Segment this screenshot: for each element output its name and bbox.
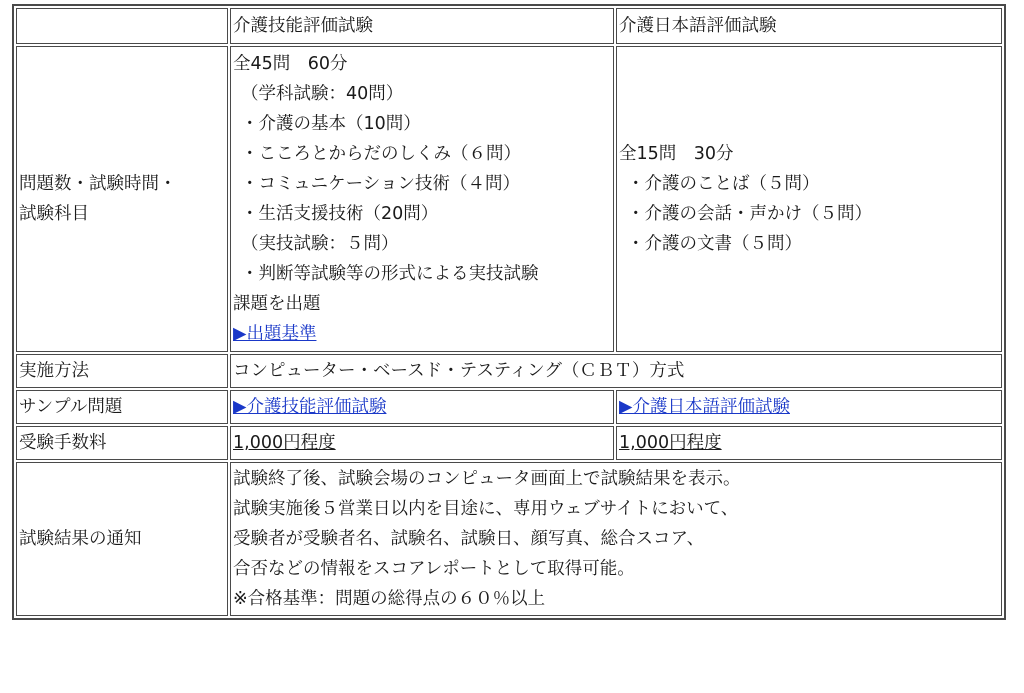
japanese-line: ・介護の文書（５問） [627,234,802,254]
skills-line: ・こころとからだのしくみ（６問） [241,144,521,164]
sample-japanese-link[interactable]: ▶介護日本語評価試験 [619,397,790,417]
skills-line: ・コミュニケーション技術（４問） [241,174,520,194]
sample-row [16,390,1002,424]
questions-label [16,46,228,352]
skills-line: （学科試験：40問） [241,84,404,104]
sample-skills-cell [230,390,614,424]
result-line: 試験終了後、試験会場のコンピュータ画面上で試験結果を表示。 [233,469,741,489]
questions-label-line: 問題数・試験時間・ [19,174,177,194]
criteria-link[interactable]: ▶出題基準 [233,324,317,344]
fee-label: 受験手数料 [16,426,228,460]
questions-skills-cell [230,46,614,352]
header-empty-cell [16,8,228,44]
fee-skills-cell [230,426,614,460]
result-line: 試験実施後５営業日以内を目途に、専用ウェブサイトにおいて、 [233,499,739,519]
questions-japanese-cell [616,46,1002,352]
result-line: 合否などの情報をスコアレポートとして取得可能。 [233,559,635,579]
fee-skills-value: 1,000円程度 [233,433,336,453]
exam-comparison-table [12,4,1006,620]
result-row [16,462,1002,616]
skills-line: ・介護の基本（10問） [241,114,421,134]
result-line: ※合格基準：問題の総得点の６０％以上 [233,589,546,609]
method-value: コンピューター・ベースド・テスティング（ＣＢＴ）方式 [230,354,1002,388]
japanese-line: 全15問 30分 [619,144,734,164]
sample-japanese-cell [616,390,1002,424]
fee-row [16,426,1002,460]
skills-line: 課題を出題 [233,294,321,314]
skills-line: 全45問 60分 [233,54,348,74]
header-skills-exam: 介護技能評価試験 [230,8,614,44]
skills-line: （実技試験：５問） [241,234,399,254]
result-label: 試験結果の通知 [16,462,228,616]
questions-row [16,46,1002,352]
method-label: 実施方法 [16,354,228,388]
sample-skills-link[interactable]: ▶介護技能評価試験 [233,397,387,417]
japanese-line: ・介護の会話・声かけ（５問） [627,204,872,224]
japanese-line: ・介護のことば（５問） [627,174,820,194]
result-cell [230,462,1002,616]
fee-japanese-value: 1,000円程度 [619,433,722,453]
skills-line: ・生活支援技術（20問） [241,204,439,224]
result-line: 受験者が受験者名、試験名、試験日、顔写真、総合スコア、 [233,529,705,549]
header-row [16,8,1002,44]
skills-line: ・判断等試験等の形式による実技試験 [241,264,539,284]
questions-label-line: 試験科目 [19,204,89,224]
method-row [16,354,1002,388]
header-japanese-exam: 介護日本語評価試験 [616,8,1002,44]
sample-label: サンプル問題 [16,390,228,424]
fee-japanese-cell [616,426,1002,460]
